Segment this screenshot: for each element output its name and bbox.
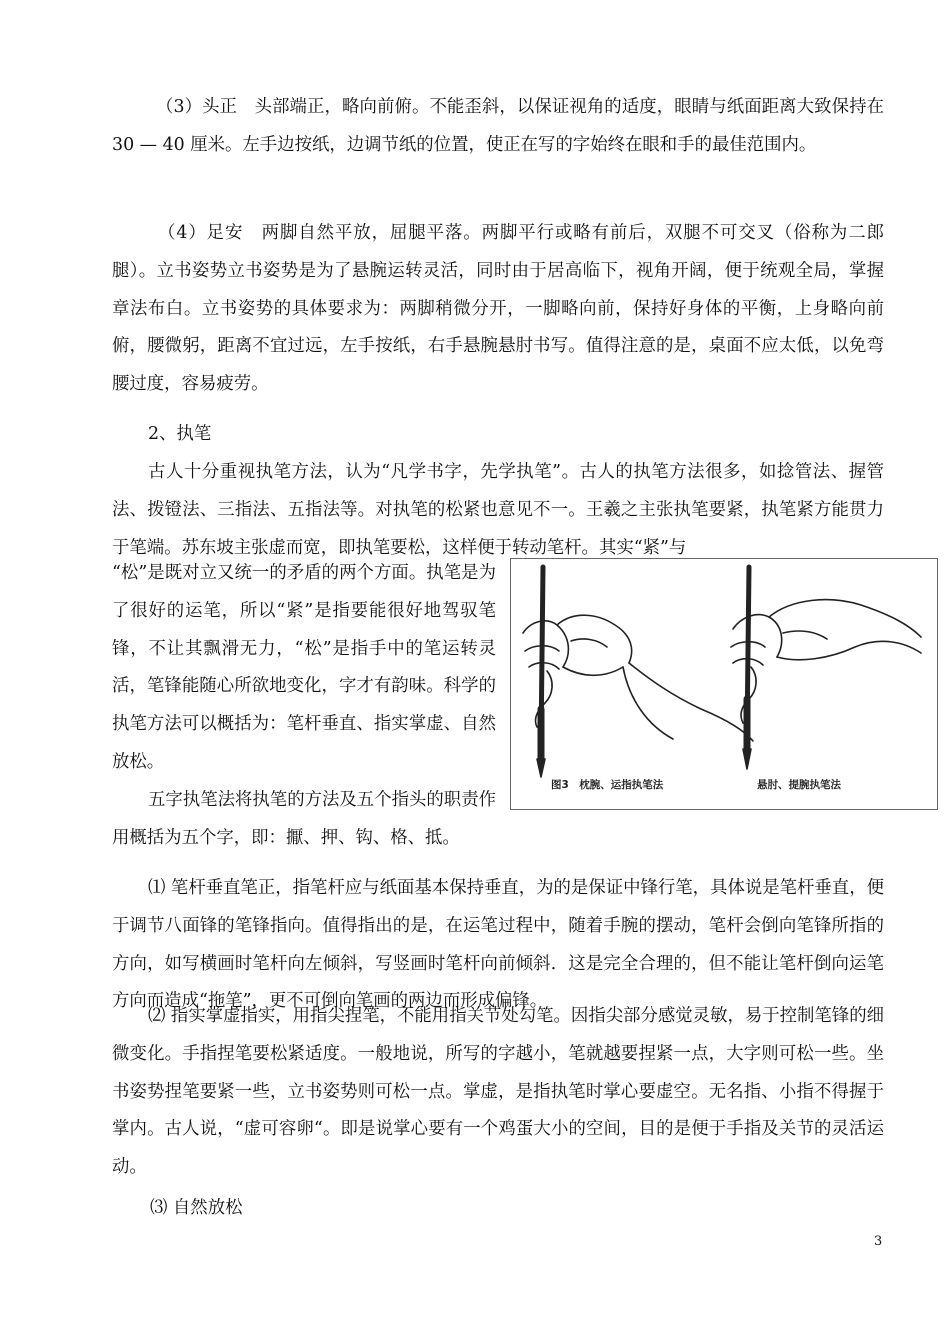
page-number: 3 <box>874 1234 883 1249</box>
paragraph-feet-stable: （4）足安 两脚自然平放，屈腿平落。两脚平行或略有前后，双腿不可交叉（俗称为二郎腿）。立书姿势立书姿势是为了悬腕运转灵活，同时由于居高临下，视角开阔，便于统观全局，掌握章法布白。立书姿势的具体要求为：两脚稍微分开，一脚略向前，保持好身体的平衡，上身略向前俯，腰微躬，距离不宜过远，左手按纸，右手悬腕悬肘书写。值得注意的是，桌面不应太低，以免弯腰过度，容易疲劳。 <box>112 223 884 395</box>
paragraph-fingers-firm-palm-hollow: ⑵ 指实掌虚指实，用指尖捏笔，不能用指关节处勾笔。因指尖部分感觉灵敏，易于控制笔锋的细微变化。手指捏笔要松紧适度。一般地说，所写的字越小，笔就越要捏紧一点，大字则可松一些。坐书姿势捏笔要紧一些，立书姿势则可松一点。掌虚，是指执笔时掌心要虚空。无名指、小指不得握于掌内。古人说，“虚可容卵“。即是说掌心要有一个鸡蛋大小的空间，目的是便于手指及关节的灵活运动。 <box>112 1006 884 1178</box>
paragraph-head-upright: （3）头正 头部端正，略向前俯。不能歪斜，以保证视角的适度，眼睛与纸面距离大致保持在 30 — 40 厘米。左手边按纸，边调节纸的位置，使正在写的字始终在眼和手的最佳范围内。 <box>112 97 884 155</box>
section-heading-brush-holding: 2、执笔 <box>148 424 212 444</box>
paragraph-tight-loose: “松”是既对立又统一的矛盾的两个方面。执笔是为了很好的运笔，所以“紧”是指要能很好地驾驭笔锋，不让其飘滑无力，“松”是指手中的笔运转灵活，笔锋能随心所欲地变化，字才有韵味。科学的执笔方法可以概括为：笔杆垂直、指实掌虚、自然放松。 <box>112 563 496 772</box>
brush-holding-illustration <box>510 558 938 810</box>
paragraph-ancients: 古人十分重视执笔方法，认为“凡学书字，先学执笔”。古人的执笔方法很多，如捻管法、握管法、拨镫法、三指法、五指法等。对执笔的松紧也意见不一。王羲之主张执笔要紧，执笔紧方能贯力于笔端。苏东坡主张虚而宽，即执笔要松，这样便于转动笔杆。其实“紧”与 <box>112 462 884 558</box>
figure-caption-right: 悬肘、提腕执笔法 <box>757 779 841 791</box>
text-wrapped-beside-figure <box>112 555 496 857</box>
figure-caption-left: 图3 枕腕、运指执笔法 <box>551 779 664 791</box>
subheading-natural-relax: ⑶ 自然放松 <box>150 1198 243 1218</box>
hands-holding-brush-drawing <box>511 559 937 809</box>
paragraph-brush-vertical: ⑴ 笔杆垂直笔正，指笔杆应与纸面基本保持垂直，为的是保证中锋行笔，具体说是笔杆垂直，便于调节八面锋的笔锋指向。值得指出的是，在运笔过程中，随着手腕的摆动，笔杆会倒向笔锋所指的方向，如写横画时笔杆向左倾斜，写竖画时笔杆向前倾斜．这是完全合理的，但不能让笔杆倒向运笔方向而造成“拖笔”，更不可倒向笔画的两边而形成偏锋。 <box>112 878 884 1012</box>
paragraph-five-character-method: 五字执笔法将执笔的方法及五个指头的职责作用概括为五个字，即：擫、押、钩、格、抵。 <box>112 789 496 848</box>
